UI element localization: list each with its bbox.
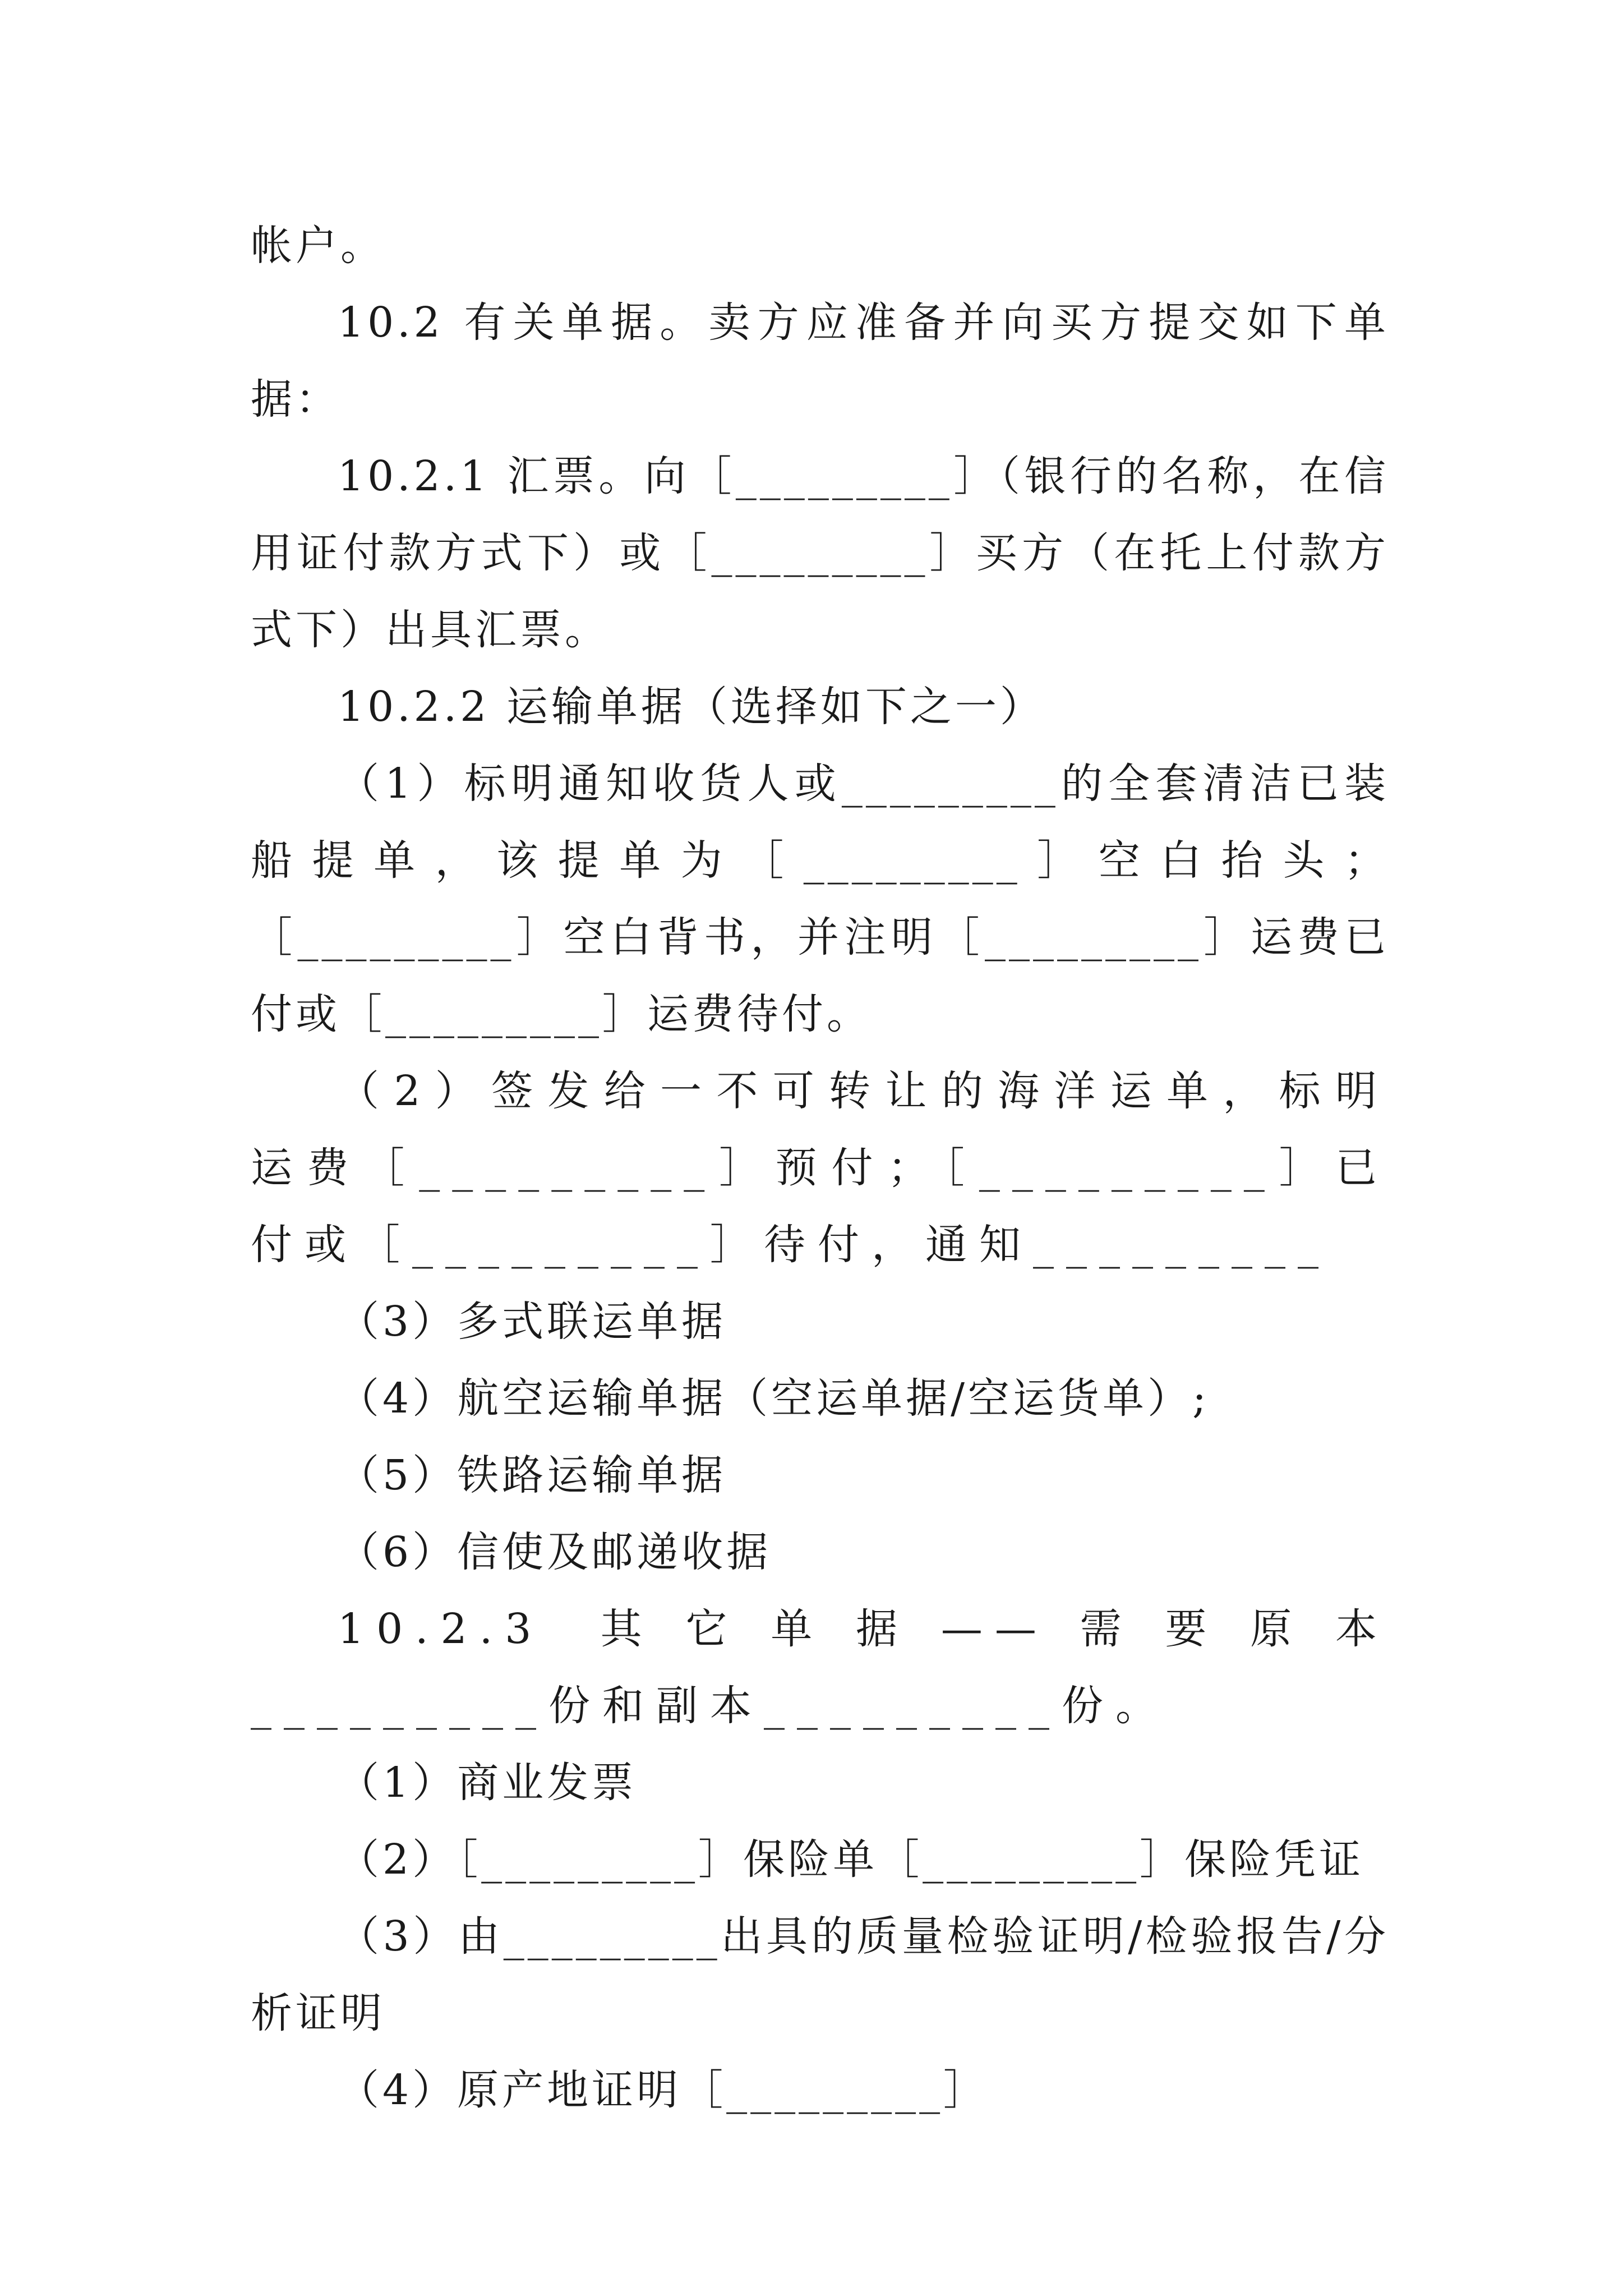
- paragraph-account: 帐户。: [251, 222, 385, 270]
- paragraph-transport-1: （1）标明通知收货人或_________的全套清洁已装船提单，该提单为［_________］空白抬头；［_________］空白背书，并注明［_________］运费已付或［_________］运费待付。: [251, 760, 1389, 1038]
- paragraph-transport-6: （6）信使及邮递收据: [338, 1528, 772, 1576]
- paragraph-10-2-3: 10.2.3 其它单据——需要原本_________份和副本_________份。: [251, 1605, 1389, 1730]
- paragraph-transport-2: （2）签发给一不可转让的海洋运单，标明运费［_________］预付；［_________］已付或［_________］待付，通知_________: [251, 1067, 1389, 1269]
- paragraph-other-4: （4）原产地证明［_________］: [338, 2066, 989, 2114]
- paragraph-transport-4: （4）航空运输单据（空运单据/空运货单）;: [338, 1374, 1210, 1423]
- document-body: [251, 208, 1389, 2129]
- paragraph-transport-5: （5）铁路运输单据: [338, 1451, 727, 1499]
- paragraph-10-2-2: 10.2.2 运输单据（选择如下之一）: [338, 683, 1045, 731]
- paragraph-10-2-1: 10.2.1 汇票。向［_________］（银行的名称，在信用证付款方式下）或［_________］买方（在托上付款方式下）出具汇票。: [251, 452, 1389, 654]
- paragraph-other-1: （1）商业发票: [338, 1759, 637, 1807]
- paragraph-10-2: 10.2 有关单据。卖方应准备并向买方提交如下单据：: [251, 298, 1389, 424]
- paragraph-other-2: （2）［_________］保险单［_________］保险凭证: [338, 1835, 1364, 1884]
- paragraph-transport-3: （3）多式联运单据: [338, 1297, 727, 1346]
- paragraph-other-3: （3）由_________出具的质量检验证明/检验报告/分析证明: [251, 1912, 1389, 2037]
